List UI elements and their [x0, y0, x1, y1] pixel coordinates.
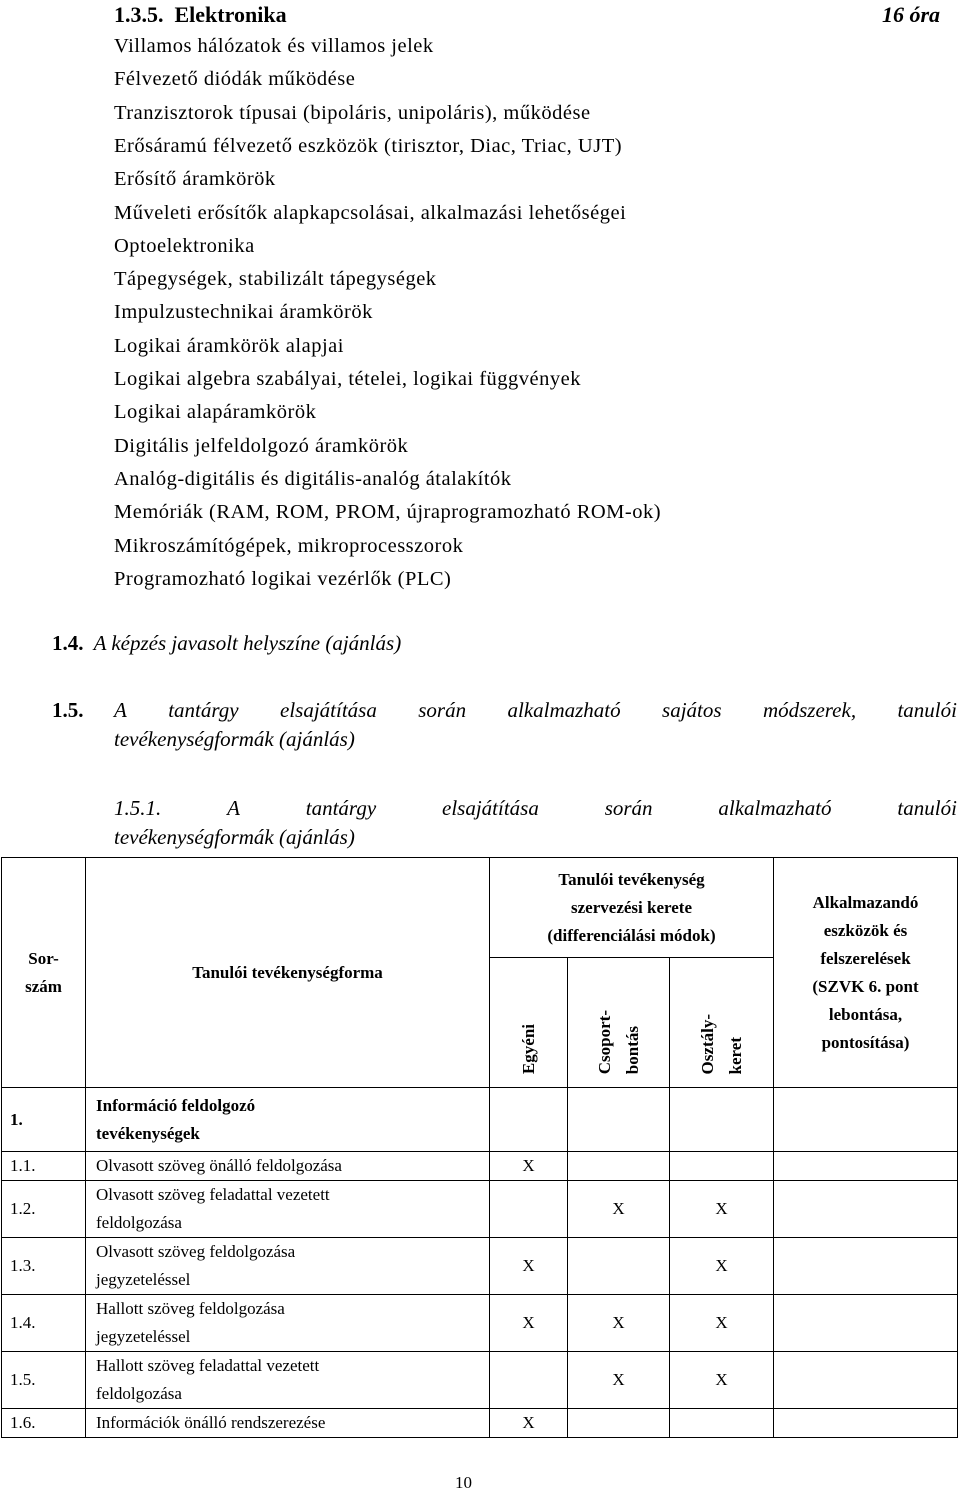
- heading-word: tantárgy: [305, 796, 377, 820]
- topic-item: Logikai alapáramkörök: [114, 401, 317, 424]
- row-eszkozok: [774, 1409, 958, 1438]
- activity-table: [1, 857, 958, 1438]
- row-egyeni-mark: [490, 1181, 568, 1238]
- table-row: [2, 1238, 958, 1295]
- row-osztaly-mark: X: [670, 1238, 774, 1295]
- topic-item: Programozható logikai vezérlők (PLC): [114, 567, 452, 590]
- topic-item: Logikai áramkörök alapjai: [114, 334, 344, 357]
- row-egyeni-mark: [490, 1088, 568, 1152]
- row-eszkozok: [774, 1181, 958, 1238]
- topic-item: Tranzisztorok típusai (bipoláris, unipoláris), működése: [114, 101, 591, 124]
- row-eszkozok: [774, 1152, 958, 1181]
- section-1-5-1-title-line2: tevékenységformák (ajánlás): [114, 825, 355, 849]
- topic-item: Mikroszámítógépek, mikroprocesszorok: [114, 534, 464, 557]
- row-osztaly-mark: X: [670, 1352, 774, 1409]
- header-forma: Tanulói tevékenységforma: [86, 858, 490, 1088]
- row-eszkozok: [774, 1295, 958, 1352]
- row-number: 1.3.: [2, 1238, 86, 1295]
- table-row: [2, 1409, 958, 1438]
- row-activity: Olvasott szöveg feldolgozása jegyzeteléssel: [86, 1238, 490, 1295]
- row-number: 1.4.: [2, 1295, 86, 1352]
- row-egyeni-mark: X: [490, 1152, 568, 1181]
- topic-item: Félvezető diódák működése: [114, 68, 356, 91]
- row-activity: Információ feldolgozó tevékenységek: [86, 1088, 490, 1152]
- heading-word: tanulói: [897, 796, 957, 820]
- heading-word: elsajátítása: [280, 698, 377, 722]
- section-1-5-title-line2: tevékenységformák (ajánlás): [114, 727, 355, 751]
- row-activity: Információk önálló rendszerezése: [86, 1409, 490, 1438]
- row-egyeni-mark: [490, 1352, 568, 1409]
- section-1-5-title-line1: [114, 698, 957, 723]
- heading-word: 1.5.1.: [114, 796, 162, 820]
- row-activity: Olvasott szöveg önálló feldolgozása: [86, 1152, 490, 1181]
- row-osztaly-mark: X: [670, 1181, 774, 1238]
- section-1-4-title: A képzés javasolt helyszíne (ajánlás): [93, 631, 402, 655]
- table-row: [2, 1181, 958, 1238]
- topic-item: Optoelektronika: [114, 234, 255, 257]
- section-heading: [114, 2, 287, 28]
- section-1-5-number: 1.5.: [52, 698, 84, 722]
- row-csoport-mark: X: [568, 1352, 670, 1409]
- row-activity: Olvasott szöveg feladattal vezetett feldolgozása: [86, 1181, 490, 1238]
- row-number: 1.6.: [2, 1409, 86, 1438]
- heading-word: módszerek,: [762, 698, 857, 722]
- section-1-5: [52, 698, 957, 752]
- heading-word: alkalmazható: [507, 698, 621, 722]
- section-number: 1.3.5.: [114, 2, 164, 27]
- row-osztaly-mark: X: [670, 1295, 774, 1352]
- page-number: 10: [455, 1473, 472, 1492]
- row-egyeni-mark: X: [490, 1238, 568, 1295]
- topic-item: Műveleti erősítők alapkapcsolásai, alkalmazási lehetőségei: [114, 201, 627, 224]
- row-csoport-mark: X: [568, 1295, 670, 1352]
- table-row: [2, 1152, 958, 1181]
- row-csoport-mark: X: [568, 1181, 670, 1238]
- topic-item: Logikai algebra szabályai, tételei, logikai függvények: [114, 368, 582, 390]
- topic-item: Villamos hálózatok és villamos jelek: [114, 35, 434, 57]
- header-egyeni: Egyéni: [490, 958, 568, 1088]
- header-csoport: Csoport- bontás: [568, 958, 670, 1088]
- topic-item: Digitális jelfeldolgozó áramkörök: [114, 434, 409, 457]
- topic-item: Tápegységek, stabilizált tápegységek: [114, 268, 437, 291]
- heading-word: során: [604, 796, 653, 820]
- row-activity: Hallott szöveg feldolgozása jegyzeteléssel: [86, 1295, 490, 1352]
- header-eszkozok: Alkalmazandó eszközök és felszerelések (SZVK 6. pont lebontása, pontosítása): [774, 858, 958, 1088]
- row-csoport-mark: [568, 1409, 670, 1438]
- heading-word: alkalmazható: [718, 796, 832, 820]
- row-osztaly-mark: [670, 1409, 774, 1438]
- row-eszkozok: [774, 1352, 958, 1409]
- section-title: Elektronika: [174, 2, 287, 27]
- row-csoport-mark: [568, 1238, 670, 1295]
- table-row: [2, 1352, 958, 1409]
- heading-word: A: [227, 796, 240, 820]
- heading-word: során: [418, 698, 467, 722]
- section-1-5-1: [114, 796, 957, 850]
- header-sorszam: Sor- szám: [2, 858, 86, 1088]
- section-1-4: [52, 631, 401, 656]
- row-csoport-mark: [568, 1152, 670, 1181]
- topic-item: Memóriák (RAM, ROM, PROM, újraprogramozható ROM-ok): [114, 501, 662, 524]
- heading-word: A: [114, 698, 127, 722]
- row-eszkozok: [774, 1238, 958, 1295]
- header-osztaly: Osztály- keret: [670, 958, 774, 1088]
- heading-word: tanulói: [897, 698, 957, 722]
- row-csoport-mark: [568, 1088, 670, 1152]
- section-hours: 16 óra: [881, 2, 940, 27]
- topic-item: Erősáramú félvezető eszközök (tirisztor, Diac, Triac, UJT): [114, 134, 623, 157]
- heading-word: tantárgy: [168, 698, 239, 722]
- row-osztaly-mark: [670, 1088, 774, 1152]
- topic-item: Impulzustechnikai áramkörök: [114, 301, 373, 324]
- row-egyeni-mark: X: [490, 1409, 568, 1438]
- table-row: [2, 1295, 958, 1352]
- row-number: 1.1.: [2, 1152, 86, 1181]
- section-1-4-number: 1.4.: [52, 631, 84, 655]
- row-number: 1.: [2, 1088, 86, 1152]
- section-1-5-1-title-line1: [114, 796, 957, 821]
- row-egyeni-mark: X: [490, 1295, 568, 1352]
- row-osztaly-mark: [670, 1152, 774, 1181]
- topic-item: Analóg-digitális és digitális-analóg átalakítók: [114, 467, 512, 490]
- heading-word: sajátos: [662, 698, 722, 722]
- header-org: Tanulói tevékenység szervezési kerete (differenciálási módok): [490, 858, 774, 958]
- topic-item: Erősítő áramkörök: [114, 168, 276, 191]
- row-number: 1.5.: [2, 1352, 86, 1409]
- row-number: 1.2.: [2, 1181, 86, 1238]
- row-activity: Hallott szöveg feladattal vezetett feldolgozása: [86, 1352, 490, 1409]
- table-row: [2, 1088, 958, 1152]
- heading-word: elsajátítása: [442, 796, 539, 820]
- row-eszkozok: [774, 1088, 958, 1152]
